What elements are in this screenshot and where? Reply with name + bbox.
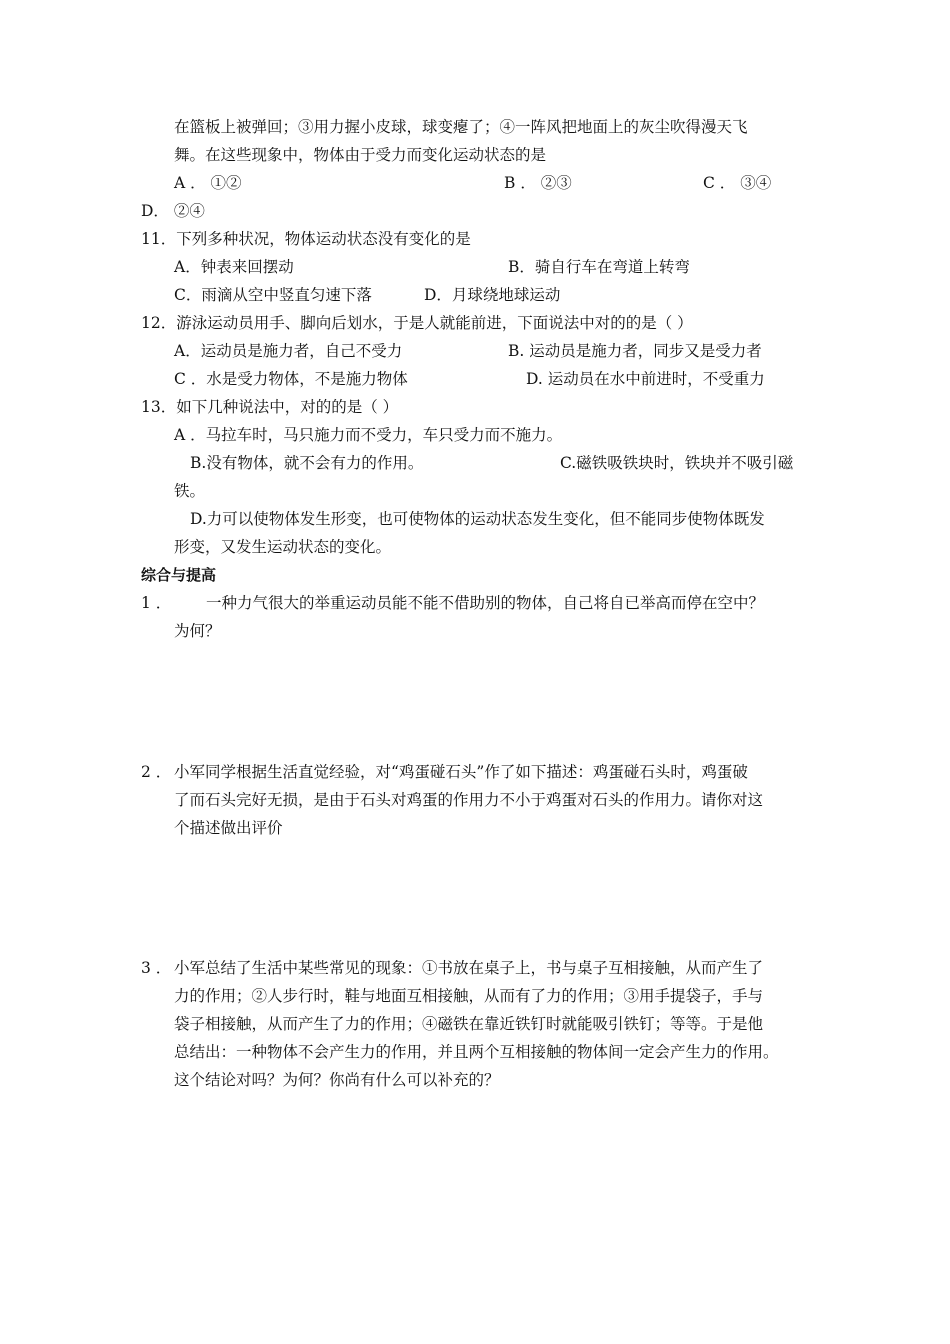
problem-3-line3: 袋子相接触，从而产生了力的作用；④磁铁在靠近铁钉时就能吸引铁钉；等等。于是他	[174, 1015, 764, 1033]
q10-text-line1: 在篮板上被弹回；③用力握小皮球，球变瘪了；④一阵风把地面上的灰尘吹得漫天飞	[174, 118, 748, 136]
q13-option-d-cont: 形变，又发生运动状态的变化。	[174, 538, 392, 556]
problem-2-number: 2 ．	[141, 763, 172, 781]
q12-option-b: B. 运动员是施力者，同步又是受力者	[508, 342, 762, 360]
problem-2-line3: 个描述做出评价	[174, 819, 283, 837]
q10-option-a: A ． ①②	[174, 174, 242, 192]
q13-option-c: C.磁铁吸铁块时，铁块并不吸引磁	[560, 454, 794, 472]
q12-option-d: D. 运动员在水中前进时，不受重力	[526, 370, 765, 388]
q13-option-c-cont: 铁。	[174, 482, 206, 500]
q10-option-d: D． ②④	[141, 202, 205, 220]
q13-option-d: D.力可以使物体发生形变，也可使物体的运动状态发生变化，但不能同步使物体既发	[190, 510, 765, 528]
q12-option-a: A．运动员是施力者，自己不受力	[174, 342, 403, 360]
problem-1-line2: 为何？	[174, 622, 221, 640]
problem-2-line2: 了而石头完好无损，是由于石头对鸡蛋的作用力不小于鸡蛋对石头的作用力。请你对这	[174, 791, 764, 809]
q13-option-b: B.没有物体，就不会有力的作用。	[190, 454, 424, 472]
q13-stem: 13．如下几种说法中，对的的是（ ）	[141, 398, 399, 416]
q13-option-a: A ．马拉车时，马只施力而不受力，车只受力而不施力。	[174, 426, 563, 444]
problem-3-line5: 这个结论对吗？为何？你尚有什么可以补充的？	[174, 1071, 500, 1089]
problem-3-number: 3 ．	[141, 959, 172, 977]
q12-option-c: C ．水是受力物体，不是施力物体	[174, 370, 408, 388]
problem-1-line1: 一种力气很大的举重运动员能不能不借助别的物体，自己将自已举高而停在空中？	[206, 594, 765, 612]
problem-3-line1: 小军总结了生活中某些常见的现象：①书放在桌子上，书与桌子互相接触，从而产生了	[174, 959, 764, 977]
q11-option-d: D．月球绕地球运动	[424, 286, 561, 304]
problem-3-line4: 总结出：一种物体不会产生力的作用，并且两个互相接触的物体间一定会产生力的作用。	[174, 1043, 779, 1061]
q12-stem: 12．游泳运动员用手、脚向后划水，于是人就能前进，下面说法中对的的是（ ）	[141, 314, 693, 332]
q10-text-line2: 舞。在这些现象中，物体由于受力而变化运动状态的是	[174, 146, 547, 164]
q10-option-c: C ． ③④	[703, 174, 772, 192]
section-title: 综合与提高	[141, 566, 217, 584]
q11-option-c: C．雨滴从空中竖直匀速下落	[174, 286, 372, 304]
problem-3-line2: 力的作用；②人步行时，鞋与地面互相接触，从而有了力的作用；③用手提袋子，手与	[174, 987, 764, 1005]
q10-option-b: B ． ②③	[504, 174, 572, 192]
problem-1-number: 1 ．	[141, 594, 172, 612]
q11-option-a: A．钟表来回摆动	[174, 258, 294, 276]
problem-2-line1: 小军同学根据生活直觉经验，对“鸡蛋碰石头”作了如下描述：鸡蛋碰石头时，鸡蛋破	[174, 763, 748, 781]
q11-option-b: B．骑自行车在弯道上转弯	[508, 258, 690, 276]
q11-stem: 11．下列多种状况，物体运动状态没有变化的是	[141, 230, 471, 248]
